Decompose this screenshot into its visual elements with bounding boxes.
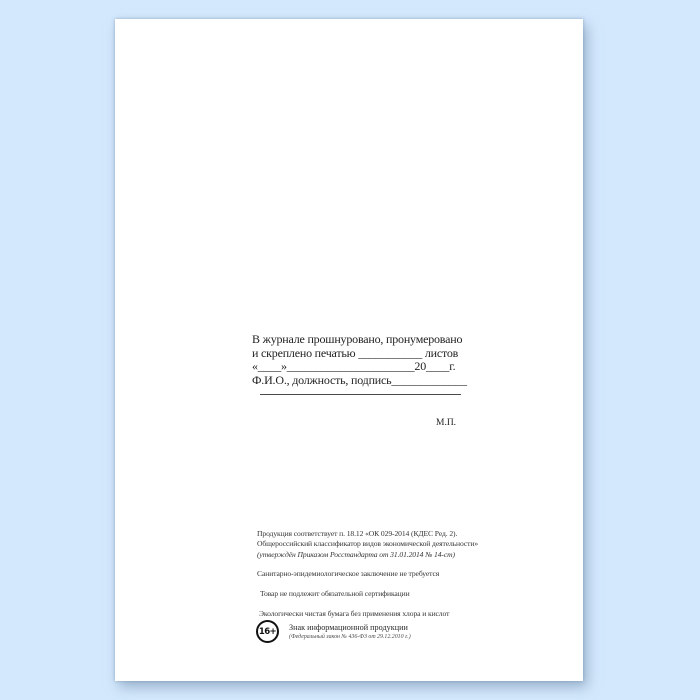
signature-rule [260,394,461,395]
okved-line-3: (утверждён Приказом Росстандарта от 31.01.2014 № 14-ст) [257,549,455,559]
stamp-place-label: М.П. [436,418,457,428]
seal-line-signature: Ф.И.О., должность, подпись_____________ [252,372,467,387]
age-mark-text [289,623,411,641]
journal-back-page [115,19,583,681]
seal-line-2: и скреплено печатью ___________ листов [252,345,459,360]
seal-line-date: «____»______________________20____г. [252,359,456,373]
age-mark-row [256,620,411,643]
note-eco-paper: Экологически чистая бумага без применения хлора и кислот [259,608,450,618]
compliance-block [257,529,487,619]
note-sanitary: Санитарно-эпидемиологическое заключение не требуется [257,569,440,579]
okved-line-2: Общероссийский классификатор видов экономической деятельности» [257,539,479,549]
note-certification: Товар не подлежит обязательной сертификации [260,589,410,599]
age-mark-law: (Федеральный закон № 436-ФЗ от 29.12.2010 г.) [289,633,411,640]
seal-certification-block [252,333,466,395]
age-mark-title: Знак информационной продукции [289,622,408,632]
seal-line-1: В журнале прошнуровано, пронумеровано [252,332,463,346]
okved-line-1: Продукция соответствует п. 18.12 «ОК 029-2014 (КДЕС Ред. 2). [257,529,458,538]
age-16-plus-icon: 16+ [256,620,279,643]
